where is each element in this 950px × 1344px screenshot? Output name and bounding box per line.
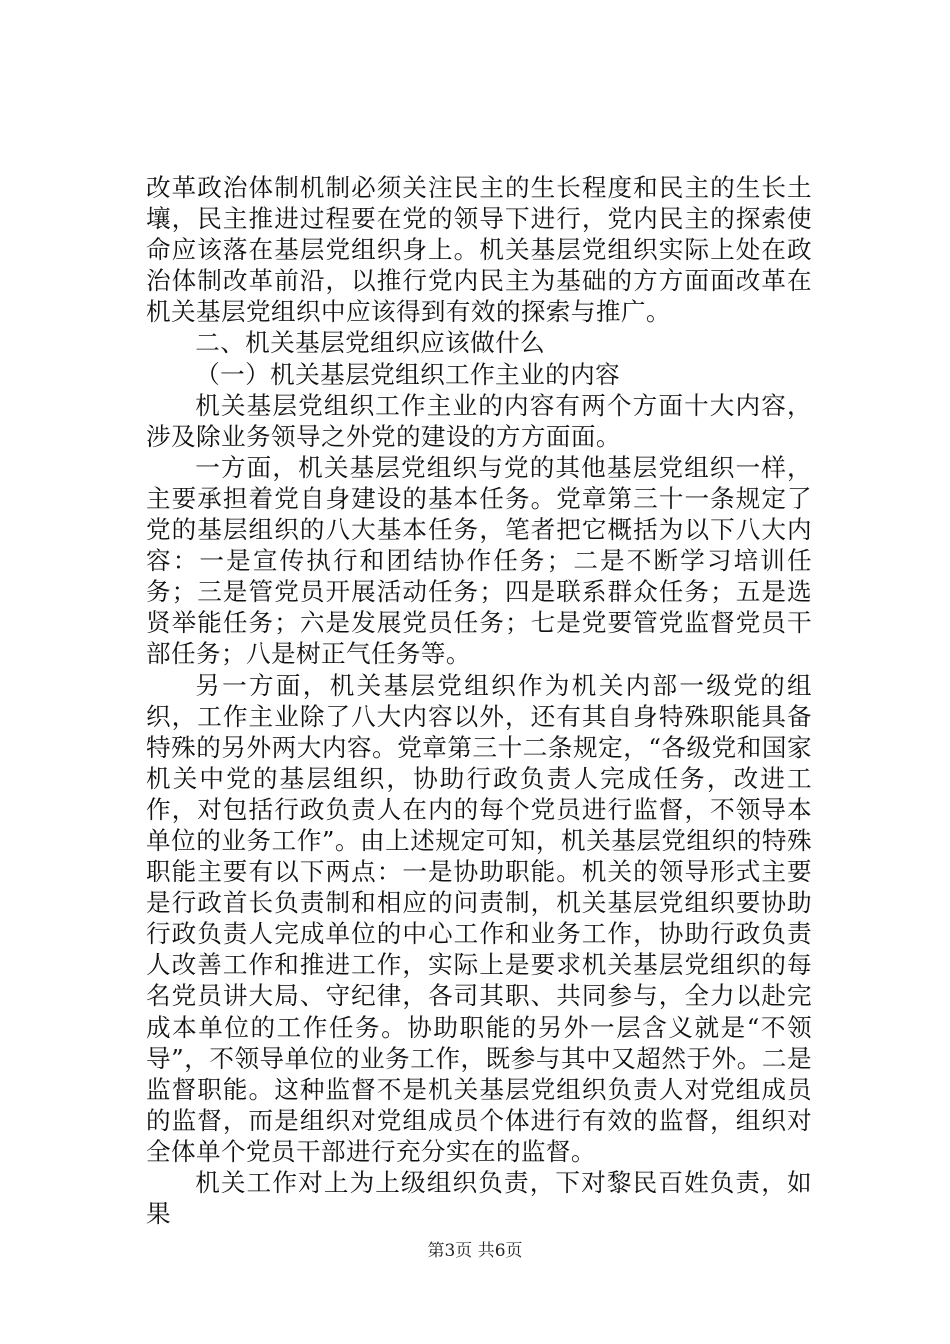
section-heading: 二、机关基层党组织应该做什么 [195,328,546,358]
paragraph-4: 机关基层党组织工作主业的内容有两个方面十大内容，涉及除业务领导之外党的建设的方方面面。 [146,390,812,451]
paragraph-1: 改革政治体制机制必须关注民主的生长程度和民主的生长土壤，民主推进过程要在党的领导下进行，党内民主的探索使命应该落在基层党组织身上。机关基层党组织实际上处在政治体制改革前沿，以推行党内民主为基础的方方面面改革在机关基层党组织中应该得到有效的探索与推广。 [146,173,812,327]
paragraph-7: 机关工作对上为上级组织负责，下对黎民百姓负责，如果 [146,1168,812,1229]
page-footer [0,1240,950,1262]
paragraph-6: 另一方面，机关基层党组织作为机关内部一级党的组织，工作主业除了八大内容以外，还有其自身特殊职能具备特殊的另外两大内容。党章第三十二条规定，“各级党和国家机关中党的基层组织，协助行政负责人完成任务，改进工作，对包括行政负责人在内的每个党员进行监督，不领导本单位的业务工作”。由上述规定可知，机关基层党组织的特殊职能主要有以下两点：一是协助职能。机关的领导形式主要是行政首长负责制和相应的问责制，机关基层党组织要协助行政负责人完成单位的中心工作和业务工作，协助行政负责人改善工作和推进工作，实际上是要求机关基层党组织的每名党员讲大局、守纪律，各司其职、共同参与，全力以赴完成本单位的工作任务。协助职能的另外一层含义就是“不领导”，不领导单位的业务工作，既参与其中又超然于外。二是监督职能。这种监督不是机关基层党组织负责人对党组成员的监督，而是组织对党组成员个体进行有效的监督，组织对全体单个党员干部进行充分实在的监督。 [146,670,812,1166]
document-body [146,172,812,1229]
page-number: 第3页 共6页 [427,1241,523,1261]
subsection-heading: （一）机关基层党组织工作主业的内容 [195,359,621,389]
paragraph-5: 一方面，机关基层党组织与党的其他基层党组织一样，主要承担着党自身建设的基本任务。党章第三十一条规定了党的基层组织的八大基本任务，笔者把它概括为以下八大内容：一是宣传执行和团结协作任务；二是不断学习培训任务；三是管党员开展活动任务；四是联系群众任务；五是选贤举能任务；六是发展党员任务；七是党要管党监督党员干部任务；八是树正气任务等。 [146,452,812,669]
